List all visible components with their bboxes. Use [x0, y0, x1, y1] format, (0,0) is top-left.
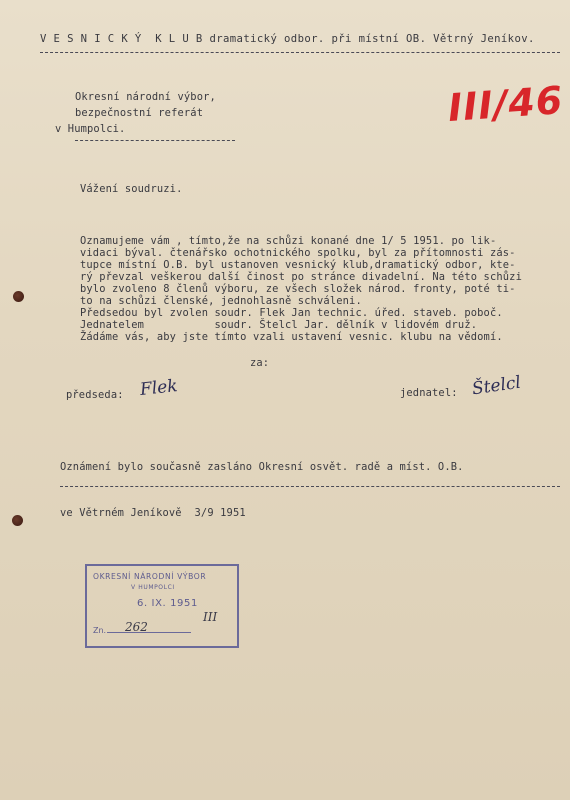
- copy-note: Oznámení bylo současně zasláno Okresní osvět. radě a míst. O.B.: [60, 461, 464, 473]
- body-line: vidaci býval. čtenářsko ochotnického spolku, byl za přítomnosti zás-: [80, 247, 516, 259]
- place-date: ve Větrném Jeníkově 3/9 1951: [60, 507, 246, 519]
- addressee-line-1: Okresní národní výbor,: [75, 91, 216, 103]
- letterhead-rule: [40, 52, 560, 53]
- stamp-town: V HUMPOLCI: [131, 584, 175, 591]
- body-line: tupce místní O.B. byl ustanoven vesnický klub,dramatický odbor, kte-: [80, 259, 516, 271]
- body-line: Jednatelem soudr. Štelcl Jar. dělník v lidovém druž.: [80, 319, 478, 331]
- copy-note-rule: [60, 486, 560, 487]
- body-line: rý převzal veškerou další činost po stránce divadelní. Na této schůzi: [80, 271, 522, 283]
- reference-mark: III/46: [446, 78, 565, 130]
- addressee-line-2: bezpečnostní referát: [75, 107, 204, 119]
- registry-stamp: [85, 564, 239, 648]
- salutation: Vážení soudruzi.: [80, 183, 183, 195]
- body-line: Předsedou byl zvolen soudr. Flek Jan technic. úřed. staveb. poboč.: [80, 307, 503, 319]
- punch-hole-icon: [12, 515, 23, 526]
- stamp-handwritten-mark: III: [203, 610, 218, 624]
- za-label: za:: [250, 357, 270, 369]
- stamp-date: 6. IX. 1951: [137, 598, 198, 609]
- addressee-line-3: v Humpolci.: [55, 123, 126, 135]
- stamp-number: 262: [125, 620, 148, 634]
- secretary-signature: Štelcl: [470, 372, 523, 400]
- stamp-office: OKRESNÍ NÁRODNÍ VÝBOR: [93, 572, 207, 581]
- body-line: bylo zvoleno 8 členů výboru, ze všech složek národ. fronty, poté ti-: [80, 283, 516, 295]
- stamp-zn-label: Zn.: [93, 626, 107, 635]
- body-line: Oznamujeme vám , tímto,že na schůzi konané dne 1/ 5 1951. po lik-: [80, 235, 497, 247]
- chairman-label: předseda:: [66, 389, 124, 401]
- letterhead: V E S N I C K Ý K L U B dramatický odbor. při místní OB. Větrný Jeníkov.: [40, 33, 535, 45]
- secretary-label: jednatel:: [400, 387, 458, 399]
- body-line: to na schůzi členské, jednohlasně schváleni.: [80, 295, 362, 307]
- stamp-number-line: [107, 632, 191, 633]
- addressee-rule: [75, 140, 235, 141]
- punch-hole-icon: [13, 291, 24, 302]
- body-line: Žádáme vás, aby jste tímto vzali ustavení vesnic. klubu na vědomí.: [80, 331, 503, 343]
- chairman-signature: Flek: [139, 376, 179, 400]
